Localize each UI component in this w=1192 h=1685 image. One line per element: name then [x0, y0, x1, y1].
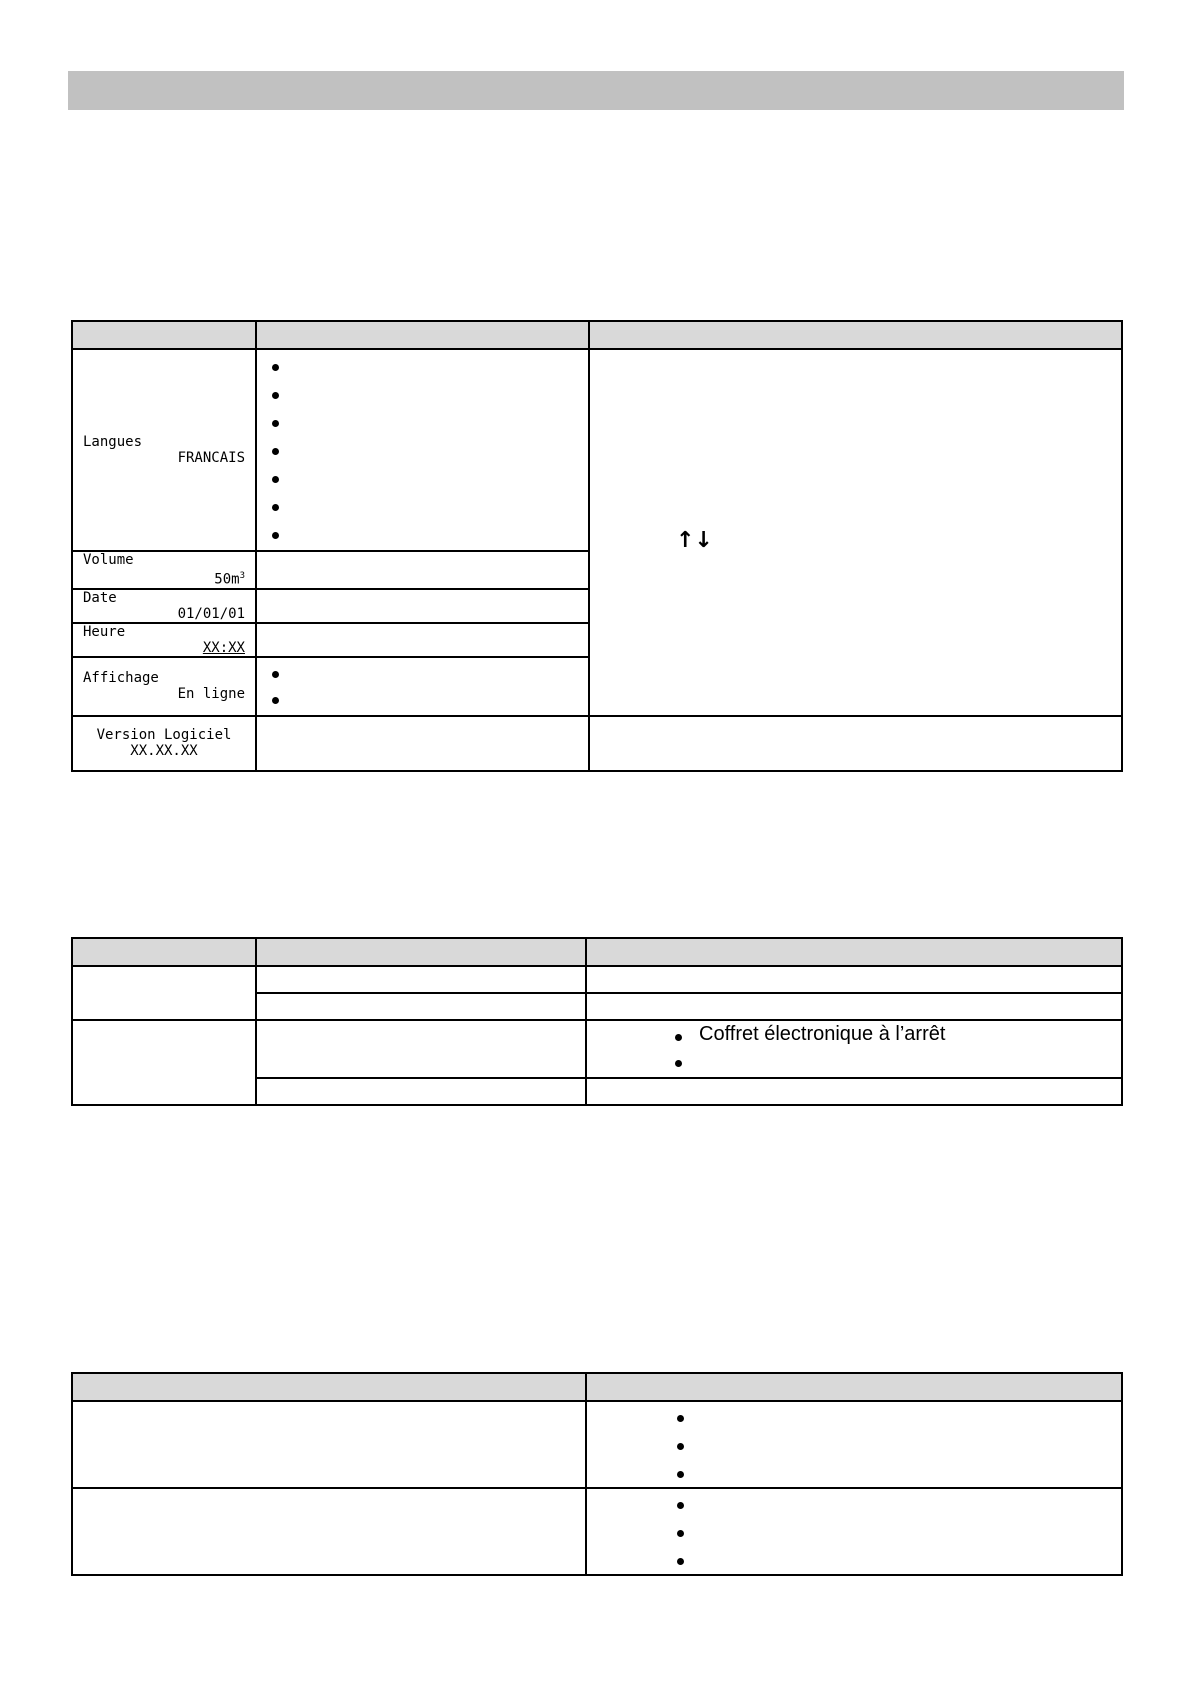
list-item	[587, 1403, 1121, 1431]
list-item	[587, 1431, 1121, 1459]
list-item	[587, 1459, 1121, 1487]
table-cell	[256, 966, 586, 993]
options-cell-volume	[256, 551, 589, 589]
bullet-icon	[272, 364, 279, 371]
bullet-icon	[677, 1530, 684, 1537]
bullet-icon	[272, 504, 279, 511]
header-cell-2	[256, 938, 586, 966]
bullet-cell	[586, 1401, 1122, 1488]
list-item	[257, 410, 588, 438]
bullet-icon	[677, 1558, 684, 1565]
table-header-row	[72, 321, 1122, 349]
lcd-value: 01/01/01	[177, 605, 245, 622]
group-cell-2	[72, 1020, 256, 1105]
list-item	[587, 1050, 1121, 1077]
lcd-value: 50m	[214, 571, 240, 588]
options-cell-date	[256, 589, 589, 623]
table-row	[72, 1488, 1122, 1575]
table-cell	[72, 1488, 586, 1575]
header-cell-2	[256, 321, 589, 349]
table-cell	[256, 1020, 586, 1078]
table-cell	[586, 1078, 1122, 1105]
header-cell-1	[72, 938, 256, 966]
lcd-label: Affichage	[83, 670, 159, 687]
lcd-label: Volume	[83, 552, 134, 568]
list-item	[257, 494, 588, 522]
table-cell	[72, 1401, 586, 1488]
options-cell-langues	[256, 349, 589, 551]
section-header-bar	[68, 71, 1124, 110]
lcd-label: Langues	[83, 434, 143, 450]
table-row	[72, 966, 1122, 993]
unit-superscript: 3	[239, 571, 245, 581]
two-column-table	[71, 1372, 1123, 1576]
list-item	[257, 659, 588, 687]
up-down-arrows-icon: ↑↓	[676, 528, 713, 553]
list-item	[257, 438, 588, 466]
lcd-cell-version	[72, 716, 256, 771]
bullet-cell	[586, 1020, 1122, 1078]
list-item	[587, 1023, 1121, 1050]
bullet-cell	[586, 1488, 1122, 1575]
lcd-cell-volume	[72, 551, 256, 589]
options-cell-version	[256, 716, 589, 771]
header-cell-2	[586, 1373, 1122, 1401]
lcd-label: Heure	[83, 623, 126, 640]
lcd-value: XX.XX.XX	[130, 743, 198, 760]
bullet-icon	[675, 1034, 682, 1041]
list-item	[587, 1518, 1121, 1546]
table-header-row	[72, 1373, 1122, 1401]
table-cell	[586, 993, 1122, 1020]
table-cell	[586, 966, 1122, 993]
header-cell-3	[589, 321, 1122, 349]
bullet-icon	[272, 697, 279, 704]
lcd-value: XX:XX	[202, 639, 245, 656]
bullet-icon	[272, 671, 279, 678]
list-item	[257, 522, 588, 550]
bullet-text: Coffret électronique à l’arrêt	[699, 1023, 946, 1045]
lcd-value-wrap	[73, 568, 255, 588]
lcd-label: Date	[83, 589, 117, 606]
bullet-icon	[272, 476, 279, 483]
list-item	[257, 354, 588, 382]
group-cell-1	[72, 966, 256, 1020]
list-item	[587, 1490, 1121, 1518]
bullet-icon	[272, 448, 279, 455]
lcd-cell-langues	[72, 349, 256, 551]
header-cell-1	[72, 1373, 586, 1401]
settings-table	[71, 320, 1123, 772]
header-cell-3	[586, 938, 1122, 966]
bullet-icon	[677, 1415, 684, 1422]
table-header-row	[72, 938, 1122, 966]
lcd-label: Version Logiciel	[96, 727, 232, 744]
bullet-icon	[677, 1471, 684, 1478]
table-row	[72, 1020, 1122, 1078]
lcd-cell-affichage	[72, 657, 256, 716]
list-item	[257, 382, 588, 410]
table-row-langues	[72, 349, 1122, 551]
header-cell-1	[72, 321, 256, 349]
bullet-icon	[272, 420, 279, 427]
lcd-value: FRANCAIS	[177, 450, 245, 466]
table-row-version	[72, 716, 1122, 771]
bullet-icon	[272, 392, 279, 399]
options-cell-heure	[256, 623, 589, 657]
lcd-cell-date	[72, 589, 256, 623]
description-cell-version	[589, 716, 1122, 771]
lcd-cell-heure	[72, 623, 256, 657]
description-cell	[589, 349, 1122, 716]
table-cell	[256, 1078, 586, 1105]
bullet-icon	[677, 1443, 684, 1450]
table-cell	[256, 993, 586, 1020]
status-table	[71, 937, 1123, 1106]
list-item	[257, 687, 588, 715]
bullet-icon	[675, 1060, 682, 1067]
bullet-icon	[677, 1502, 684, 1509]
bullet-icon	[272, 532, 279, 539]
lcd-value: En ligne	[177, 686, 245, 703]
list-item	[257, 466, 588, 494]
table-row	[72, 1401, 1122, 1488]
list-item	[587, 1546, 1121, 1574]
options-cell-affichage	[256, 657, 589, 716]
